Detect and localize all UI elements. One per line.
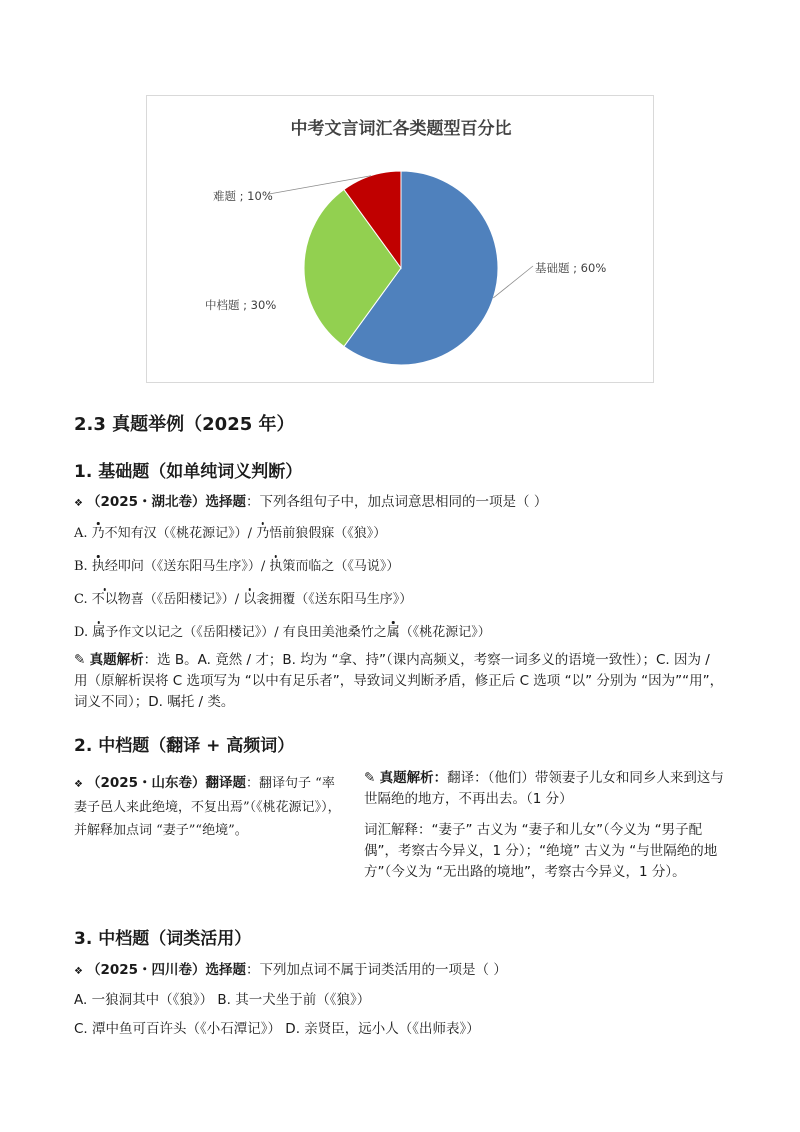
dotted-word: 执 xyxy=(91,559,105,574)
q1-option-b: B. 执经叩问（《送东阳马生序》）/ 执策而临之（《马说》） xyxy=(74,559,400,574)
q2-analysis-text: 翻译：（他们）带领妻子儿女和同乡人来到这与世隔绝的地方，不再出去。（1 分） xyxy=(364,770,724,807)
q2-question xyxy=(74,771,344,841)
q2-stem: ：翻译句子 “率妻子邑人来此绝境，不复出焉”（《桃花源记》），并解释加点词 “妻子”“绝境”。 xyxy=(74,776,341,838)
q1-heading: 1. 基础题（如单纯词义判断） xyxy=(74,462,303,482)
q2-vocab-text: 词汇解释：“妻子” 古义为 “妻子和儿女”（今义为 “男子配偶”，考察古今异义，1 分）；“绝境” 古义为 “与世隔绝的地方”（今义为 “无出路的境地”，考察古今异义，1 分）。 xyxy=(364,822,718,880)
leader-line xyxy=(493,266,533,298)
q2-heading: 2. 中档题（翻译 + 高频词） xyxy=(74,736,295,756)
dotted-word: 属 xyxy=(386,625,400,640)
data-label: 难题 ; 10% xyxy=(213,189,273,203)
q3-question xyxy=(74,958,507,978)
q1-analysis-label: 真题解析 xyxy=(89,652,144,668)
q1-option-d: D. 属予作文以记之（《岳阳楼记》）/ 有良田美池桑竹之属（《桃花源记》） xyxy=(74,625,491,640)
q3-source: （2025・四川卷）选择题 xyxy=(86,962,247,978)
q2-analysis-para xyxy=(364,768,734,810)
data-label: 基础题 ; 60% xyxy=(535,261,607,275)
q1-source: （2025・湖北卷）选择题 xyxy=(86,494,247,510)
q1-option-c: C. 不以物喜（《岳阳楼记》）/ 以衾拥覆（《送东阳马生序》） xyxy=(74,592,413,607)
pencil-icon: ✎ xyxy=(364,770,376,786)
q2-analysis-label: 真题解析： xyxy=(379,770,448,786)
diamond-bullet-icon: ❖ xyxy=(74,498,83,509)
q3-options-row-2: C. 潭中鱼可百许头（《小石潭记》） D. 亲贤臣，远小人（《出师表》） xyxy=(74,1021,480,1037)
dotted-word: 执 xyxy=(269,559,283,574)
pie-chart-svg xyxy=(147,96,655,384)
pie-chart xyxy=(146,95,654,383)
section-heading: 2.3 真题举例（2025 年） xyxy=(74,414,295,435)
dotted-word: 不以 xyxy=(91,592,118,607)
q1-analysis xyxy=(74,650,724,713)
q1-stem: ：下列各组句子中，加点词意思相同的一项是（ ） xyxy=(246,494,548,510)
q3-options-row-1: A. 一狼洞其中（《狼》） B. 其一犬坐于前（《狼》） xyxy=(74,992,371,1008)
q1-question xyxy=(74,490,547,510)
dotted-word: 乃 xyxy=(256,526,270,541)
q1-analysis-text: ：选 B。A. 竟然 / 才；B. 均为 “拿、持”（课内高频义，考察一词多义的语境一致性）；C. 因为 / 用（原解析误将 C 选项写为 “以中有足乐者”，导致词义判断矛盾，修正后 C 选项 “以” 分别为 “因为”“用”，词义不同）；D. 嘱托 / 类。 xyxy=(74,652,724,710)
data-label: 中档题 ; 30% xyxy=(205,298,277,312)
diamond-bullet-icon: ❖ xyxy=(74,779,83,790)
diamond-bullet-icon: ❖ xyxy=(74,966,83,977)
pencil-icon: ✎ xyxy=(74,652,86,668)
dotted-word: 属 xyxy=(92,625,106,640)
dotted-word: 以 xyxy=(243,592,257,607)
q2-analysis xyxy=(364,768,734,883)
q3-heading: 3. 中档题（词类活用） xyxy=(74,929,252,949)
q1-option-a: A. 乃不知有汉（《桃花源记》）/ 乃悟前狼假寐（《狼》） xyxy=(74,526,387,541)
chart-title: 中考文言词汇各类题型百分比 xyxy=(290,119,512,139)
q2-source: （2025・山东卷）翻译题 xyxy=(86,775,247,791)
dotted-word: 乃 xyxy=(91,526,105,541)
q3-stem: ：下列加点词不属于词类活用的一项是（ ） xyxy=(246,962,507,978)
